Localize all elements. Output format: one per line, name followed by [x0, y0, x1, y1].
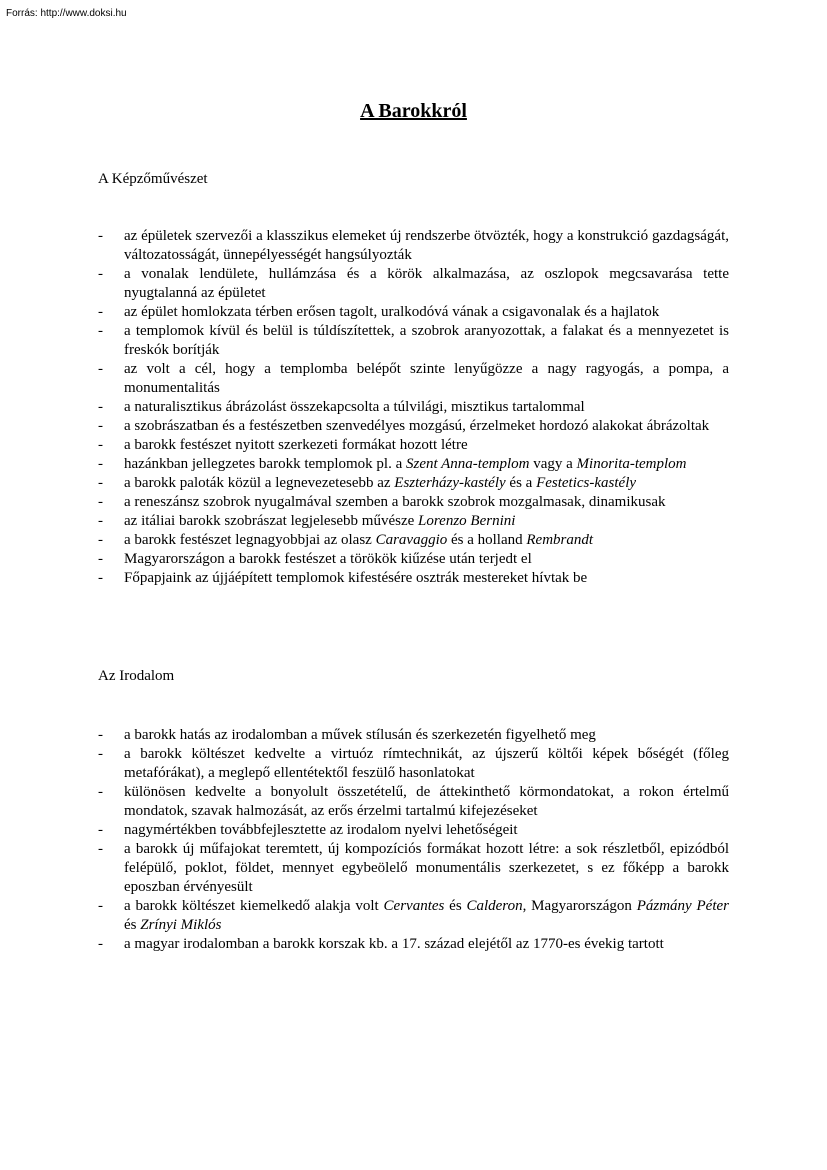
list-item: [98, 360, 729, 398]
list-item: [98, 821, 729, 840]
text-run: az itáliai barokk szobrászat legjelesebb művésze: [124, 513, 419, 529]
text-run: vagy a: [529, 456, 577, 472]
dash-bullet: -: [98, 399, 103, 415]
list-item: [98, 726, 729, 745]
list-item: [98, 227, 729, 265]
text-run: , Magyarországon: [522, 898, 637, 914]
italic-name: Lorenzo Bernini: [418, 513, 516, 529]
dash-bullet: -: [98, 494, 103, 510]
source-note: Forrás: http://www.doksi.hu: [6, 8, 127, 19]
text-run: és: [444, 898, 467, 914]
dash-bullet: -: [98, 727, 103, 743]
dash-bullet: -: [98, 822, 103, 838]
list-item: [98, 417, 729, 436]
text-run: a barokk költészet kedvelte a virtuóz rímtechnikát, az újszerű költői képek bőségét (főleg metafórákat), a meglepő ellentétektől feszülő hasonlatokat: [124, 746, 729, 781]
bullet-list-irodalom: [98, 726, 729, 954]
dash-bullet: -: [98, 437, 103, 453]
italic-name: Eszterházy-kastély: [394, 475, 506, 491]
section-heading-irodalom: Az Irodalom: [98, 668, 175, 684]
page-title: A Barokkról: [360, 100, 467, 122]
list-item: [98, 512, 729, 531]
list-item: [98, 303, 729, 322]
text-run: a szobrászatban és a festészetben szenvedélyes mozgású, érzelmeket hordozó alakokat ábrázoltak: [124, 418, 710, 434]
dash-bullet: -: [98, 746, 103, 762]
dash-bullet: -: [98, 266, 103, 282]
dash-bullet: -: [98, 361, 103, 377]
dash-bullet: -: [98, 841, 103, 857]
italic-name: Zrínyi Miklós: [140, 917, 222, 933]
text-run: Magyarországon a barokk festészet a törökök kiűzése után terjedt el: [124, 551, 532, 567]
text-run: a reneszánsz szobrok nyugalmával szemben a barokk szobrok mozgalmasak, dinamikusak: [124, 494, 666, 510]
italic-name: Szent Anna-templom: [405, 456, 530, 472]
list-item: [98, 455, 729, 474]
text-run: és a: [505, 475, 537, 491]
list-item: [98, 935, 729, 954]
list-item: [98, 840, 729, 897]
text-run: a templomok kívül és belül is túldíszítettek, a szobrok aranyozottak, a falakat és a mennyezetet is freskók borítják: [124, 323, 729, 358]
text-run: az épületek szervezői a klasszikus elemeket új rendszerbe ötvözték, hogy a konstrukció gazdagságát, változatosságát, ünnepélyességét hangsúlyozták: [124, 228, 729, 263]
text-run: a barokk költészet kiemelkedő alakja volt: [124, 898, 384, 914]
text-run: a magyar irodalomban a barokk korszak kb. a 17. század elejétől az 1770-es évekig tartott: [124, 936, 664, 952]
list-item: [98, 531, 729, 550]
text-run: a barokk új műfajokat teremtett, új kompozíciós formákat hozott létre: a sok részletből, epizódból felépülő, poklot, földet, mennyet egybeölelő monumentális szerkezetet, s ez főképp a barokk eposzban érvényesült: [124, 841, 729, 895]
text-run: különösen kedvelte a bonyolult összetételű, de áttekinthető körmondatokat, a rokon értelmű mondatok, szavak halmozását, az erős érzelmi tartalmú kifejezéseket: [124, 784, 729, 819]
italic-name: Festetics-kastély: [536, 475, 637, 491]
text-run: és a holland: [447, 532, 527, 548]
italic-name: Minorita-templom: [576, 456, 687, 472]
dash-bullet: -: [98, 456, 103, 472]
list-item: [98, 322, 729, 360]
dash-bullet: -: [98, 513, 103, 529]
dash-bullet: -: [98, 532, 103, 548]
dash-bullet: -: [98, 228, 103, 244]
dash-bullet: -: [98, 304, 103, 320]
text-run: az épület homlokzata térben erősen tagolt, uralkodóvá vának a csigavonalak és a hajlatok: [124, 304, 660, 320]
dash-bullet: -: [98, 551, 103, 567]
list-item: [98, 745, 729, 783]
italic-name: Cervantes: [383, 898, 445, 914]
bullet-list-kepzomuveszet: [98, 227, 729, 588]
list-item: [98, 474, 729, 493]
dash-bullet: -: [98, 898, 103, 914]
italic-name: Calderon: [466, 898, 523, 914]
italic-name: Caravaggio: [375, 532, 448, 548]
text-run: az volt a cél, hogy a templomba belépőt szinte lenyűgözze a nagy ragyogás, a pompa, a monumentalitás: [124, 361, 729, 396]
list-item: [98, 265, 729, 303]
text-run: a barokk hatás az irodalomban a művek stílusán és szerkezetén figyelhető meg: [124, 727, 596, 743]
text-run: a barokk paloták közül a legnevezetesebb az: [124, 475, 395, 491]
dash-bullet: -: [98, 475, 103, 491]
dash-bullet: -: [98, 418, 103, 434]
text-run: a barokk festészet nyitott szerkezeti formákat hozott létre: [124, 437, 468, 453]
list-item: [98, 897, 729, 935]
list-item: [98, 436, 729, 455]
dash-bullet: -: [98, 936, 103, 952]
text-run: és: [124, 917, 141, 933]
text-run: a barokk festészet legnagyobbjai az olasz: [124, 532, 376, 548]
text-run: Főpapjaink az újjáépített templomok kifestésére osztrák mestereket hívtak be: [124, 570, 588, 586]
text-run: a vonalak lendülete, hullámzása és a körök alkalmazása, az oszlopok megcsavarása tette nyugtalanná az épületet: [124, 266, 729, 301]
list-item: [98, 493, 729, 512]
text-run: hazánkban jellegzetes barokk templomok pl. a: [124, 456, 406, 472]
italic-name: Pázmány Péter: [636, 898, 729, 914]
list-item: [98, 550, 729, 569]
text-run: nagymértékben továbbfejlesztette az irodalom nyelvi lehetőségeit: [124, 822, 518, 838]
italic-name: Rembrandt: [526, 532, 594, 548]
list-item: [98, 569, 729, 588]
text-run: a naturalisztikus ábrázolást összekapcsolta a túlvilági, misztikus tartalommal: [124, 399, 585, 415]
list-item: [98, 783, 729, 821]
list-item: [98, 398, 729, 417]
dash-bullet: -: [98, 323, 103, 339]
dash-bullet: -: [98, 784, 103, 800]
section-heading-kepzomuveszet: A Képzőművészet: [98, 171, 208, 187]
dash-bullet: -: [98, 570, 103, 586]
